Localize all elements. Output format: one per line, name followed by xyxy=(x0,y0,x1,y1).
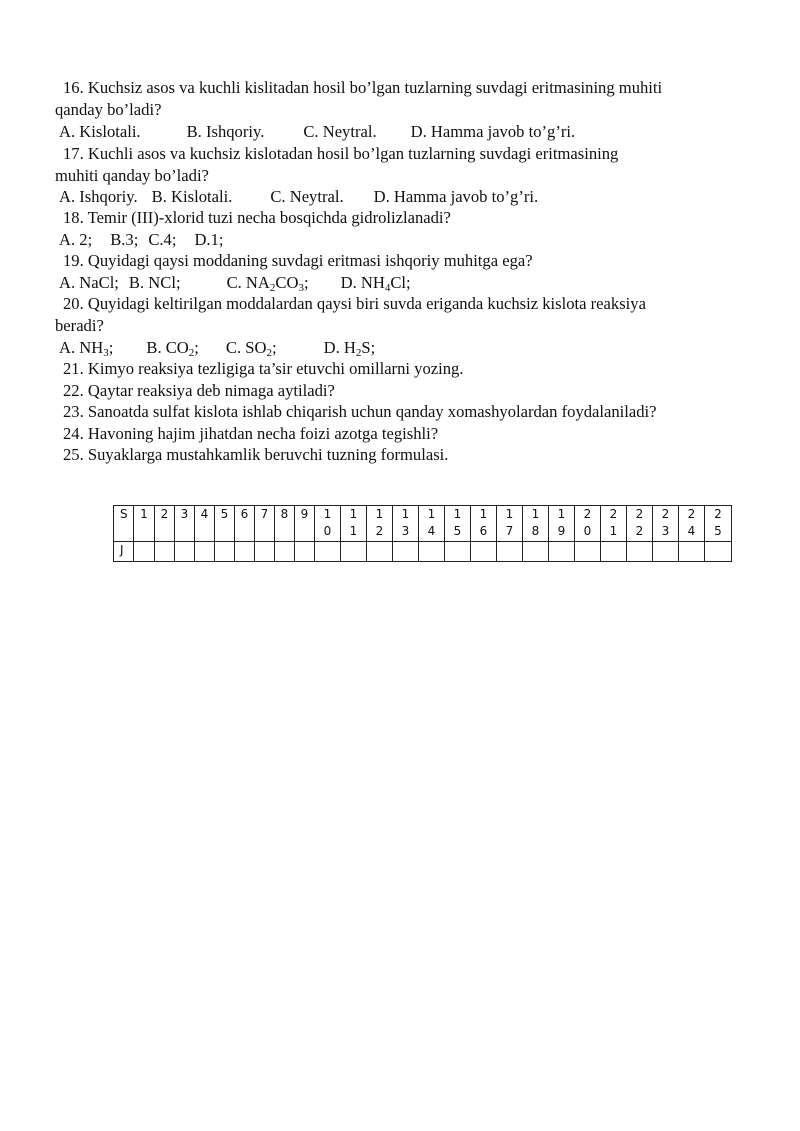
question-number-cell: 1 4 xyxy=(419,506,445,542)
option-b: B. NCl; xyxy=(128,273,181,292)
question-number-cell: 9 xyxy=(295,506,315,542)
question-24-text: 24. Havoning hajim jihatdan necha foizi azotga tegishli? xyxy=(63,424,439,443)
answer-cell[interactable] xyxy=(445,542,471,562)
option-b: B.3; xyxy=(110,230,139,249)
option-d: D.1; xyxy=(194,230,224,249)
question-number-cell: 3 xyxy=(175,506,195,542)
answer-cell[interactable] xyxy=(175,542,195,562)
question-17-options xyxy=(55,187,538,207)
question-20-options xyxy=(55,338,375,358)
row-label-s: S xyxy=(114,506,134,542)
question-number-cell: 5 xyxy=(215,506,235,542)
answer-cell[interactable] xyxy=(155,542,175,562)
question-23-text: 23. Sanoatda sulfat kislota ishlab chiqarish uchun qanday xomashyolardan foydalaniladi? xyxy=(63,402,657,421)
option-c: C. Neytral. xyxy=(270,187,344,206)
question-18-text: 18. Temir (III)-xlorid tuzi necha bosqichda gidrolizlanadi? xyxy=(63,208,451,227)
question-number-cell: 1 8 xyxy=(523,506,549,542)
option-a: A. $NH_3$; xyxy=(59,338,114,359)
answer-grid-answer-row xyxy=(114,542,732,562)
answer-grid xyxy=(113,505,732,562)
option-d: D. Hamma javob to’g’ri. xyxy=(410,122,576,141)
answer-cell[interactable] xyxy=(315,542,341,562)
question-number-cell: 6 xyxy=(235,506,255,542)
answer-cell[interactable] xyxy=(627,542,653,562)
answer-cell[interactable] xyxy=(653,542,679,562)
question-number-cell: 1 2 xyxy=(367,506,393,542)
answer-cell[interactable] xyxy=(134,542,155,562)
answer-cell[interactable] xyxy=(367,542,393,562)
option-b: B. Ishqoriy. xyxy=(186,122,265,141)
answer-cell[interactable] xyxy=(705,542,732,562)
question-number-cell: 2 2 xyxy=(627,506,653,542)
option-c: C. $NA_2CO_3$; xyxy=(226,273,309,294)
question-25-text: 25. Suyaklarga mustahkamlik beruvchi tuzning formulasi. xyxy=(63,445,449,464)
answer-cell[interactable] xyxy=(235,542,255,562)
row-label-j: J xyxy=(114,542,134,562)
question-number-cell: 1 1 xyxy=(341,506,367,542)
option-a: A. Ishqoriy. xyxy=(59,187,138,206)
question-number-cell: 2 0 xyxy=(575,506,601,542)
answer-grid-header-row xyxy=(114,506,732,542)
answer-cell[interactable] xyxy=(549,542,575,562)
option-d: D. Hamma javob to’g’ri. xyxy=(373,187,539,206)
question-number-cell: 8 xyxy=(275,506,295,542)
option-b: B. Kislotali. xyxy=(151,187,233,206)
question-17-text-cont: muhiti qanday bo’ladi? xyxy=(55,166,209,185)
question-16-options xyxy=(55,122,575,142)
question-number-cell: 2 3 xyxy=(653,506,679,542)
question-18-options xyxy=(55,230,223,250)
answer-cell[interactable] xyxy=(341,542,367,562)
question-number-cell: 2 5 xyxy=(705,506,732,542)
question-number-cell: 2 4 xyxy=(679,506,705,542)
answer-cell[interactable] xyxy=(523,542,549,562)
question-19-options xyxy=(55,273,411,293)
question-number-cell: 1 9 xyxy=(549,506,575,542)
question-number-cell: 1 7 xyxy=(497,506,523,542)
question-number-cell: 4 xyxy=(195,506,215,542)
answer-cell[interactable] xyxy=(215,542,235,562)
question-19-text: 19. Quyidagi qaysi moddaning suvdagi eritmasi ishqoriy muhitga ega? xyxy=(63,251,533,270)
option-a: A. Kislotali. xyxy=(59,122,141,141)
answer-cell[interactable] xyxy=(393,542,419,562)
question-number-cell: 1 3 xyxy=(393,506,419,542)
answer-cell[interactable] xyxy=(195,542,215,562)
question-number-cell: 7 xyxy=(255,506,275,542)
option-b: B. $CO_2$; xyxy=(146,338,199,359)
question-number-cell: 1 5 xyxy=(445,506,471,542)
question-number-cell: 1 0 xyxy=(315,506,341,542)
option-d: D. $NH_4Cl$; xyxy=(340,273,411,294)
answer-cell[interactable] xyxy=(601,542,627,562)
option-a: A. 2; xyxy=(59,230,93,249)
question-number-cell: 2 1 xyxy=(601,506,627,542)
answer-cell[interactable] xyxy=(419,542,445,562)
answer-cell[interactable] xyxy=(275,542,295,562)
answer-cell[interactable] xyxy=(295,542,315,562)
question-number-cell: 1 xyxy=(134,506,155,542)
answer-cell[interactable] xyxy=(471,542,497,562)
question-20-text: 20. Quyidagi keltirilgan moddalardan qaysi biri suvda eriganda kuchsiz kislota reaksiya xyxy=(63,294,646,313)
question-16-text-cont: qanday bo’ladi? xyxy=(55,100,162,119)
question-17-text: 17. Kuchli asos va kuchsiz kislotadan hosil bo’lgan tuzlarning suvdagi eritmasining xyxy=(63,144,619,163)
answer-cell[interactable] xyxy=(679,542,705,562)
question-16-text: 16. Kuchsiz asos va kuchli kislitadan hosil bo’lgan tuzlarning suvdagi eritmasining muhiti xyxy=(63,78,663,97)
question-22-text: 22. Qaytar reaksiya deb nimaga aytiladi? xyxy=(63,381,335,400)
answer-cell[interactable] xyxy=(255,542,275,562)
option-c: C. $SO_2$; xyxy=(225,338,277,359)
option-a: A. NaCl; xyxy=(59,273,119,292)
option-c: C.4; xyxy=(148,230,177,249)
question-number-cell: 2 xyxy=(155,506,175,542)
option-d: D. $H_2S$; xyxy=(323,338,376,359)
question-21-text: 21. Kimyo reaksiya tezligiga ta’sir etuvchi omillarni yozing. xyxy=(63,359,464,378)
question-20-text-cont: beradi? xyxy=(55,316,104,335)
answer-cell[interactable] xyxy=(575,542,601,562)
answer-cell[interactable] xyxy=(497,542,523,562)
option-c: C. Neytral. xyxy=(303,122,377,141)
question-number-cell: 1 6 xyxy=(471,506,497,542)
